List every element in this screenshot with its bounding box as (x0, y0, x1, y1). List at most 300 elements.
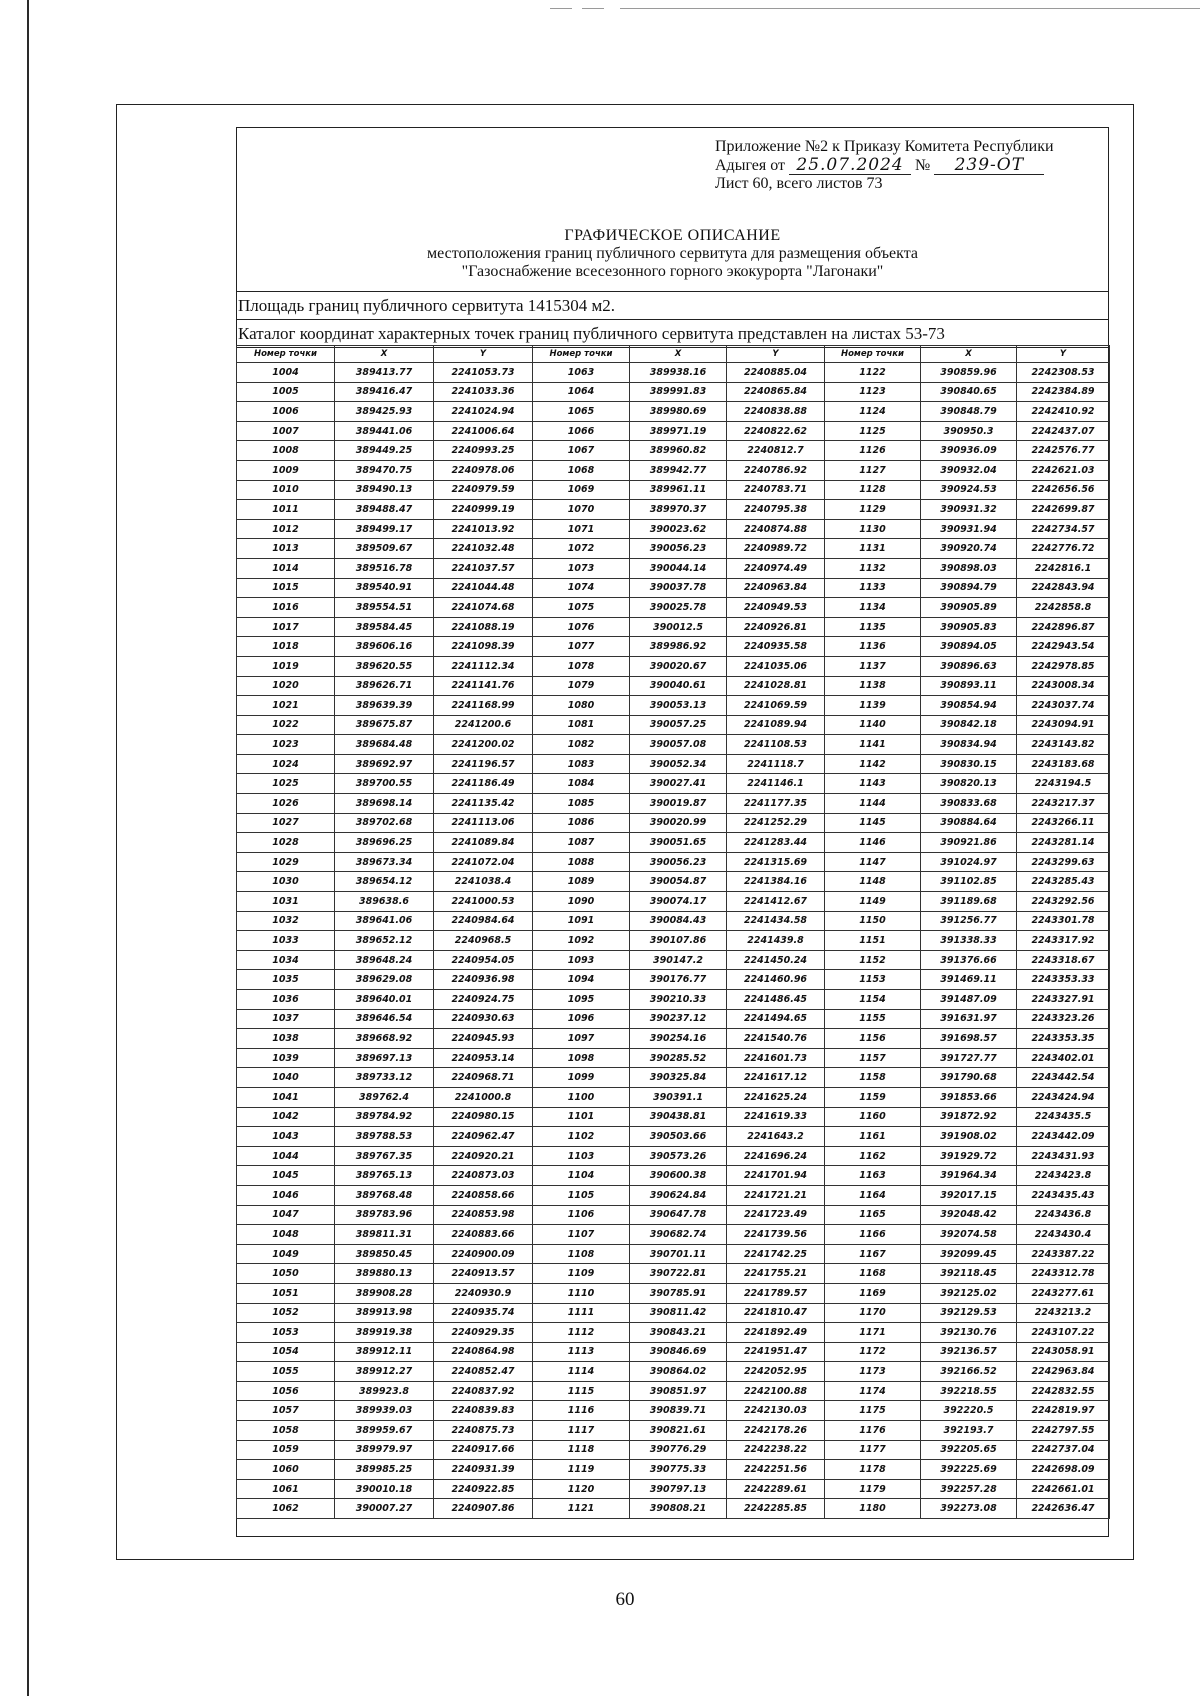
table-cell: 391698.57 (921, 1029, 1017, 1049)
table-cell: 2242699.87 (1017, 500, 1110, 520)
table-cell: 2243008.34 (1017, 676, 1110, 696)
table-cell: 1115 (533, 1381, 630, 1401)
table-cell: 1025 (237, 774, 335, 794)
table-cell: 2242251.56 (727, 1460, 825, 1480)
table-cell: 2242776.72 (1017, 539, 1110, 559)
table-cell: 2240974.49 (727, 558, 825, 578)
table-cell: 390254.16 (630, 1029, 727, 1049)
table-cell: 1037 (237, 1009, 335, 1029)
table-row (237, 1323, 1110, 1343)
table-cell: 389938.16 (630, 363, 727, 383)
info-box (236, 291, 1109, 349)
table-cell: 390012.5 (630, 617, 727, 637)
table-cell: 392273.08 (921, 1499, 1017, 1519)
table-cell: 1050 (237, 1264, 335, 1284)
table-cell: 389675.87 (335, 715, 434, 735)
table-cell: 2241200.02 (434, 735, 533, 755)
table-cell: 1048 (237, 1225, 335, 1245)
table-cell: 389696.25 (335, 833, 434, 853)
table-row (237, 1244, 1110, 1264)
table-row (237, 1009, 1110, 1029)
table-cell: 2241035.06 (727, 656, 825, 676)
table-cell: 1072 (533, 539, 630, 559)
table-cell: 2240924.75 (434, 990, 533, 1010)
table-cell: 390851.97 (630, 1381, 727, 1401)
table-cell: 2240979.59 (434, 480, 533, 500)
table-cell: 2242100.88 (727, 1381, 825, 1401)
table-cell: 2240873.03 (434, 1166, 533, 1186)
table-cell: 390931.32 (921, 500, 1017, 520)
table-cell: 1010 (237, 480, 335, 500)
table-cell: 2243285.43 (1017, 872, 1110, 892)
table-cell: 1151 (825, 931, 921, 951)
table-cell: 391024.97 (921, 852, 1017, 872)
table-cell: 1056 (237, 1381, 335, 1401)
table-cell: 389700.55 (335, 774, 434, 794)
table-cell: 2243323.26 (1017, 1009, 1110, 1029)
table-row (237, 1146, 1110, 1166)
table-cell: 2243435.5 (1017, 1107, 1110, 1127)
table-cell: 1084 (533, 774, 630, 794)
table-cell: 2240968.71 (434, 1068, 533, 1088)
table-cell: 2241810.47 (727, 1303, 825, 1323)
table-cell: 389470.75 (335, 460, 434, 480)
table-cell: 390920.74 (921, 539, 1017, 559)
table-cell: 1137 (825, 656, 921, 676)
table-cell: 2242289.61 (727, 1479, 825, 1499)
table-cell: 390600.38 (630, 1166, 727, 1186)
table-cell: 2243327.91 (1017, 990, 1110, 1010)
table-cell: 2241072.04 (434, 852, 533, 872)
table-cell: 2240913.57 (434, 1264, 533, 1284)
table-cell: 2241486.45 (727, 990, 825, 1010)
table-cell: 2242621.03 (1017, 460, 1110, 480)
table-cell: 389913.98 (335, 1303, 434, 1323)
table-cell: 1129 (825, 500, 921, 520)
table-cell: 1180 (825, 1499, 921, 1519)
table-cell: 392130.76 (921, 1323, 1017, 1343)
table-cell: 390898.03 (921, 558, 1017, 578)
table-cell: 2243318.67 (1017, 950, 1110, 970)
table-cell: 1155 (825, 1009, 921, 1029)
table-cell: 390051.65 (630, 833, 727, 853)
table-cell: 1049 (237, 1244, 335, 1264)
table-cell: 389986.92 (630, 637, 727, 657)
table-cell: 2240783.71 (727, 480, 825, 500)
table-cell: 2240853.98 (434, 1205, 533, 1225)
table-cell: 2241696.24 (727, 1146, 825, 1166)
table-cell: 1131 (825, 539, 921, 559)
table-cell: 392205.65 (921, 1440, 1017, 1460)
table-cell: 2243292.56 (1017, 892, 1110, 912)
table-cell: 2243194.5 (1017, 774, 1110, 794)
table-cell: 390010.18 (335, 1479, 434, 1499)
table-cell: 390840.65 (921, 382, 1017, 402)
table-cell: 2240993.25 (434, 441, 533, 461)
table-cell: 390023.62 (630, 519, 727, 539)
table-row (237, 441, 1110, 461)
table-cell: 1179 (825, 1479, 921, 1499)
table-cell: 389629.08 (335, 970, 434, 990)
table-cell: 391727.77 (921, 1048, 1017, 1068)
table-cell: 2241643.2 (727, 1127, 825, 1147)
table-cell: 1121 (533, 1499, 630, 1519)
table-cell: 389811.31 (335, 1225, 434, 1245)
col-header: X (630, 346, 727, 363)
table-cell: 2240795.38 (727, 500, 825, 520)
table-cell: 390950.3 (921, 421, 1017, 441)
table-body (237, 363, 1110, 1519)
area-line: Площадь границ публичного сервитута 1415304 м2. (236, 292, 1109, 320)
table-cell: 1100 (533, 1087, 630, 1107)
table-cell: 1074 (533, 578, 630, 598)
table-cell: 1038 (237, 1029, 335, 1049)
table-cell: 1021 (237, 696, 335, 716)
table-cell: 2243402.01 (1017, 1048, 1110, 1068)
table-cell: 391469.11 (921, 970, 1017, 990)
table-cell: 1108 (533, 1244, 630, 1264)
table-row (237, 480, 1110, 500)
table-cell: 390830.15 (921, 754, 1017, 774)
table-cell: 392129.53 (921, 1303, 1017, 1323)
table-cell: 2241315.69 (727, 852, 825, 872)
table-cell: 2241540.76 (727, 1029, 825, 1049)
table-cell: 2242661.01 (1017, 1479, 1110, 1499)
table-cell: 389960.82 (630, 441, 727, 461)
table-cell: 390932.04 (921, 460, 1017, 480)
table-cell: 1119 (533, 1460, 630, 1480)
table-cell: 2241755.21 (727, 1264, 825, 1284)
table-cell: 1054 (237, 1342, 335, 1362)
table-cell: 389668.92 (335, 1029, 434, 1049)
table-cell: 2243299.63 (1017, 852, 1110, 872)
document-header (715, 138, 1105, 193)
table-cell: 1174 (825, 1381, 921, 1401)
table-cell: 391929.72 (921, 1146, 1017, 1166)
table-cell: 392099.45 (921, 1244, 1017, 1264)
table-cell: 2240885.04 (727, 363, 825, 383)
table-cell: 2243217.37 (1017, 794, 1110, 814)
table-cell: 2242130.03 (727, 1401, 825, 1421)
col-header: Номер точки (533, 346, 630, 363)
table-cell: 389698.14 (335, 794, 434, 814)
table-cell: 1067 (533, 441, 630, 461)
table-cell: 1057 (237, 1401, 335, 1421)
table-cell: 1176 (825, 1421, 921, 1441)
table-row (237, 833, 1110, 853)
table-cell: 2241186.49 (434, 774, 533, 794)
col-header: Y (1017, 346, 1110, 363)
table-cell: 1045 (237, 1166, 335, 1186)
table-cell: 2240864.98 (434, 1342, 533, 1362)
table-cell: 2241742.25 (727, 1244, 825, 1264)
table-cell: 2241038.4 (434, 872, 533, 892)
table-cell: 1059 (237, 1440, 335, 1460)
table-cell: 1095 (533, 990, 630, 1010)
table-cell: 390147.2 (630, 950, 727, 970)
table-cell: 390820.13 (921, 774, 1017, 794)
table-cell: 389971.19 (630, 421, 727, 441)
table-cell: 2241113.06 (434, 813, 533, 833)
table-row (237, 1342, 1110, 1362)
table-cell: 2243435.43 (1017, 1185, 1110, 1205)
table-row (237, 1029, 1110, 1049)
table-cell: 1166 (825, 1225, 921, 1245)
table-cell: 2243442.54 (1017, 1068, 1110, 1088)
table-cell: 1029 (237, 852, 335, 872)
table-cell: 389449.25 (335, 441, 434, 461)
table-cell: 391376.66 (921, 950, 1017, 970)
table-cell: 1015 (237, 578, 335, 598)
table-cell: 390438.81 (630, 1107, 727, 1127)
table-cell: 2241074.68 (434, 598, 533, 618)
table-cell: 389979.97 (335, 1440, 434, 1460)
table-cell: 389942.77 (630, 460, 727, 480)
table-row (237, 460, 1110, 480)
table-cell: 1081 (533, 715, 630, 735)
table-cell: 390107.86 (630, 931, 727, 951)
appendix-line: Приложение №2 к Приказу Комитета Республики (715, 138, 1054, 155)
table-cell: 1023 (237, 735, 335, 755)
table-row (237, 696, 1110, 716)
table-cell: 390924.53 (921, 480, 1017, 500)
table-cell: 1032 (237, 911, 335, 931)
table-cell: 2242737.04 (1017, 1440, 1110, 1460)
table-row (237, 1185, 1110, 1205)
table-cell: 389413.77 (335, 363, 434, 383)
table-cell: 2240980.15 (434, 1107, 533, 1127)
table-cell: 389733.12 (335, 1068, 434, 1088)
table-cell: 2242943.54 (1017, 637, 1110, 657)
table-cell: 390325.84 (630, 1068, 727, 1088)
table-cell: 389788.53 (335, 1127, 434, 1147)
table-cell: 390025.78 (630, 598, 727, 618)
table-cell: 390074.17 (630, 892, 727, 912)
table-cell: 1123 (825, 382, 921, 402)
table-cell: 2241789.57 (727, 1283, 825, 1303)
table-cell: 2240920.21 (434, 1146, 533, 1166)
table-cell: 2242384.89 (1017, 382, 1110, 402)
table-cell: 1127 (825, 460, 921, 480)
table-row (237, 1107, 1110, 1127)
table-cell: 1097 (533, 1029, 630, 1049)
table-cell: 390936.09 (921, 441, 1017, 461)
table-cell: 2241135.42 (434, 794, 533, 814)
table-cell: 1008 (237, 441, 335, 461)
table-cell: 1055 (237, 1362, 335, 1382)
table-row (237, 931, 1110, 951)
table-cell: 2240907.86 (434, 1499, 533, 1519)
table-cell: 1163 (825, 1166, 921, 1186)
table-cell: 1134 (825, 598, 921, 618)
table-cell: 2241384.16 (727, 872, 825, 892)
table-cell: 391338.33 (921, 931, 1017, 951)
table-cell: 2241619.33 (727, 1107, 825, 1127)
table-cell: 390040.61 (630, 676, 727, 696)
table-cell: 1090 (533, 892, 630, 912)
table-cell: 1063 (533, 363, 630, 383)
table-row (237, 539, 1110, 559)
table-cell: 389626.71 (335, 676, 434, 696)
table-cell: 2240865.84 (727, 382, 825, 402)
table-cell: 390775.33 (630, 1460, 727, 1480)
table-cell: 2241069.59 (727, 696, 825, 716)
table-cell: 392017.15 (921, 1185, 1017, 1205)
table-cell: 1112 (533, 1323, 630, 1343)
table-cell: 390053.13 (630, 696, 727, 716)
table-cell: 2240917.66 (434, 1440, 533, 1460)
table-cell: 1092 (533, 931, 630, 951)
table-cell: 2241000.53 (434, 892, 533, 912)
table-cell: 1043 (237, 1127, 335, 1147)
handwritten-date: 25.07.2024 (789, 156, 911, 175)
table-cell: 2241098.39 (434, 637, 533, 657)
table-cell: 392125.02 (921, 1283, 1017, 1303)
table-cell: 1041 (237, 1087, 335, 1107)
title-block (236, 227, 1109, 281)
table-row (237, 813, 1110, 833)
table-cell: 2240926.81 (727, 617, 825, 637)
table-cell: 2243317.92 (1017, 931, 1110, 951)
table-cell: 2241252.29 (727, 813, 825, 833)
table-cell: 1016 (237, 598, 335, 618)
table-cell: 2240978.06 (434, 460, 533, 480)
table-cell: 391790.68 (921, 1068, 1017, 1088)
table-cell: 1136 (825, 637, 921, 657)
table-cell: 2242410.92 (1017, 402, 1110, 422)
table-cell: 1105 (533, 1185, 630, 1205)
table-cell: 389697.13 (335, 1048, 434, 1068)
table-cell: 390848.79 (921, 402, 1017, 422)
table-cell: 1171 (825, 1323, 921, 1343)
table-cell: 390624.84 (630, 1185, 727, 1205)
table-cell: 2240984.64 (434, 911, 533, 931)
table-cell: 389912.27 (335, 1362, 434, 1382)
table-row (237, 656, 1110, 676)
table-cell: 2240963.84 (727, 578, 825, 598)
table-row (237, 578, 1110, 598)
table-row (237, 754, 1110, 774)
table-cell: 1140 (825, 715, 921, 735)
table-cell: 2243424.94 (1017, 1087, 1110, 1107)
table-row (237, 617, 1110, 637)
table-cell: 2240874.88 (727, 519, 825, 539)
table-cell: 389762.4 (335, 1087, 434, 1107)
table-cell: 390931.94 (921, 519, 1017, 539)
table-cell: 2242896.87 (1017, 617, 1110, 637)
table-cell: 1039 (237, 1048, 335, 1068)
table-cell: 389490.13 (335, 480, 434, 500)
table-cell: 392257.28 (921, 1479, 1017, 1499)
table-row (237, 1381, 1110, 1401)
table-cell: 2242285.85 (727, 1499, 825, 1519)
table-cell: 1124 (825, 402, 921, 422)
table-cell: 390020.67 (630, 656, 727, 676)
table-cell: 1159 (825, 1087, 921, 1107)
table-cell: 390647.78 (630, 1205, 727, 1225)
table-cell: 1014 (237, 558, 335, 578)
table-cell: 2243442.09 (1017, 1127, 1110, 1147)
table-cell: 392218.55 (921, 1381, 1017, 1401)
table-cell: 1117 (533, 1421, 630, 1441)
table-cell: 1113 (533, 1342, 630, 1362)
table-cell: 1005 (237, 382, 335, 402)
table-cell: 2241494.65 (727, 1009, 825, 1029)
col-header: X (921, 346, 1017, 363)
table-cell: 1069 (533, 480, 630, 500)
table-cell: 1162 (825, 1146, 921, 1166)
table-cell: 2241032.48 (434, 539, 533, 559)
table-cell: 1080 (533, 696, 630, 716)
table-cell: 1047 (237, 1205, 335, 1225)
table-cell: 2242832.55 (1017, 1381, 1110, 1401)
table-cell: 2243430.4 (1017, 1225, 1110, 1245)
table-cell: 2241739.56 (727, 1225, 825, 1245)
table-row (237, 1401, 1110, 1421)
table-cell: 390859.96 (921, 363, 1017, 383)
catalog-line: Каталог координат характерных точек границ публичного сервитута представлен на листах 53-73 (236, 320, 1109, 348)
table-cell: 392166.52 (921, 1362, 1017, 1382)
table-cell: 1013 (237, 539, 335, 559)
table-cell: 2243143.82 (1017, 735, 1110, 755)
table-row (237, 794, 1110, 814)
table-cell: 2240883.66 (434, 1225, 533, 1245)
table-cell: 1007 (237, 421, 335, 441)
table-cell: 391908.02 (921, 1127, 1017, 1147)
table-cell: 2240930.9 (434, 1283, 533, 1303)
table-cell: 1168 (825, 1264, 921, 1284)
table-cell: 389416.47 (335, 382, 434, 402)
table-cell: 1082 (533, 735, 630, 755)
table-cell: 1148 (825, 872, 921, 892)
scan-top-line-3 (620, 8, 1200, 9)
table-cell: 389991.83 (630, 382, 727, 402)
table-cell: 390864.02 (630, 1362, 727, 1382)
table-cell: 1044 (237, 1146, 335, 1166)
table-cell: 2240968.5 (434, 931, 533, 951)
table-cell: 390834.94 (921, 735, 1017, 755)
table-cell: 1175 (825, 1401, 921, 1421)
table-cell: 1099 (533, 1068, 630, 1088)
col-header: Y (727, 346, 825, 363)
table-cell: 2243183.68 (1017, 754, 1110, 774)
table-cell: 390821.61 (630, 1421, 727, 1441)
table-cell: 1107 (533, 1225, 630, 1245)
table-cell: 2242819.97 (1017, 1401, 1110, 1421)
table-cell: 390884.64 (921, 813, 1017, 833)
table-cell: 1130 (825, 519, 921, 539)
table-cell: 391102.85 (921, 872, 1017, 892)
table-cell: 1120 (533, 1479, 630, 1499)
table-cell: 1011 (237, 500, 335, 520)
table-cell: 2241892.49 (727, 1323, 825, 1343)
table-cell: 2243301.78 (1017, 911, 1110, 931)
table-cell: 2241723.49 (727, 1205, 825, 1225)
table-row (237, 1479, 1110, 1499)
table-row (237, 852, 1110, 872)
table-cell: 391853.66 (921, 1087, 1017, 1107)
table-cell: 389985.25 (335, 1460, 434, 1480)
table-cell: 389620.55 (335, 656, 434, 676)
table-cell: 2243107.22 (1017, 1323, 1110, 1343)
table-cell: 2241460.96 (727, 970, 825, 990)
table-cell: 389765.13 (335, 1166, 434, 1186)
table-row (237, 892, 1110, 912)
table-cell: 390285.52 (630, 1048, 727, 1068)
table-row (237, 1225, 1110, 1245)
table-cell: 1116 (533, 1401, 630, 1421)
table-cell: 1088 (533, 852, 630, 872)
